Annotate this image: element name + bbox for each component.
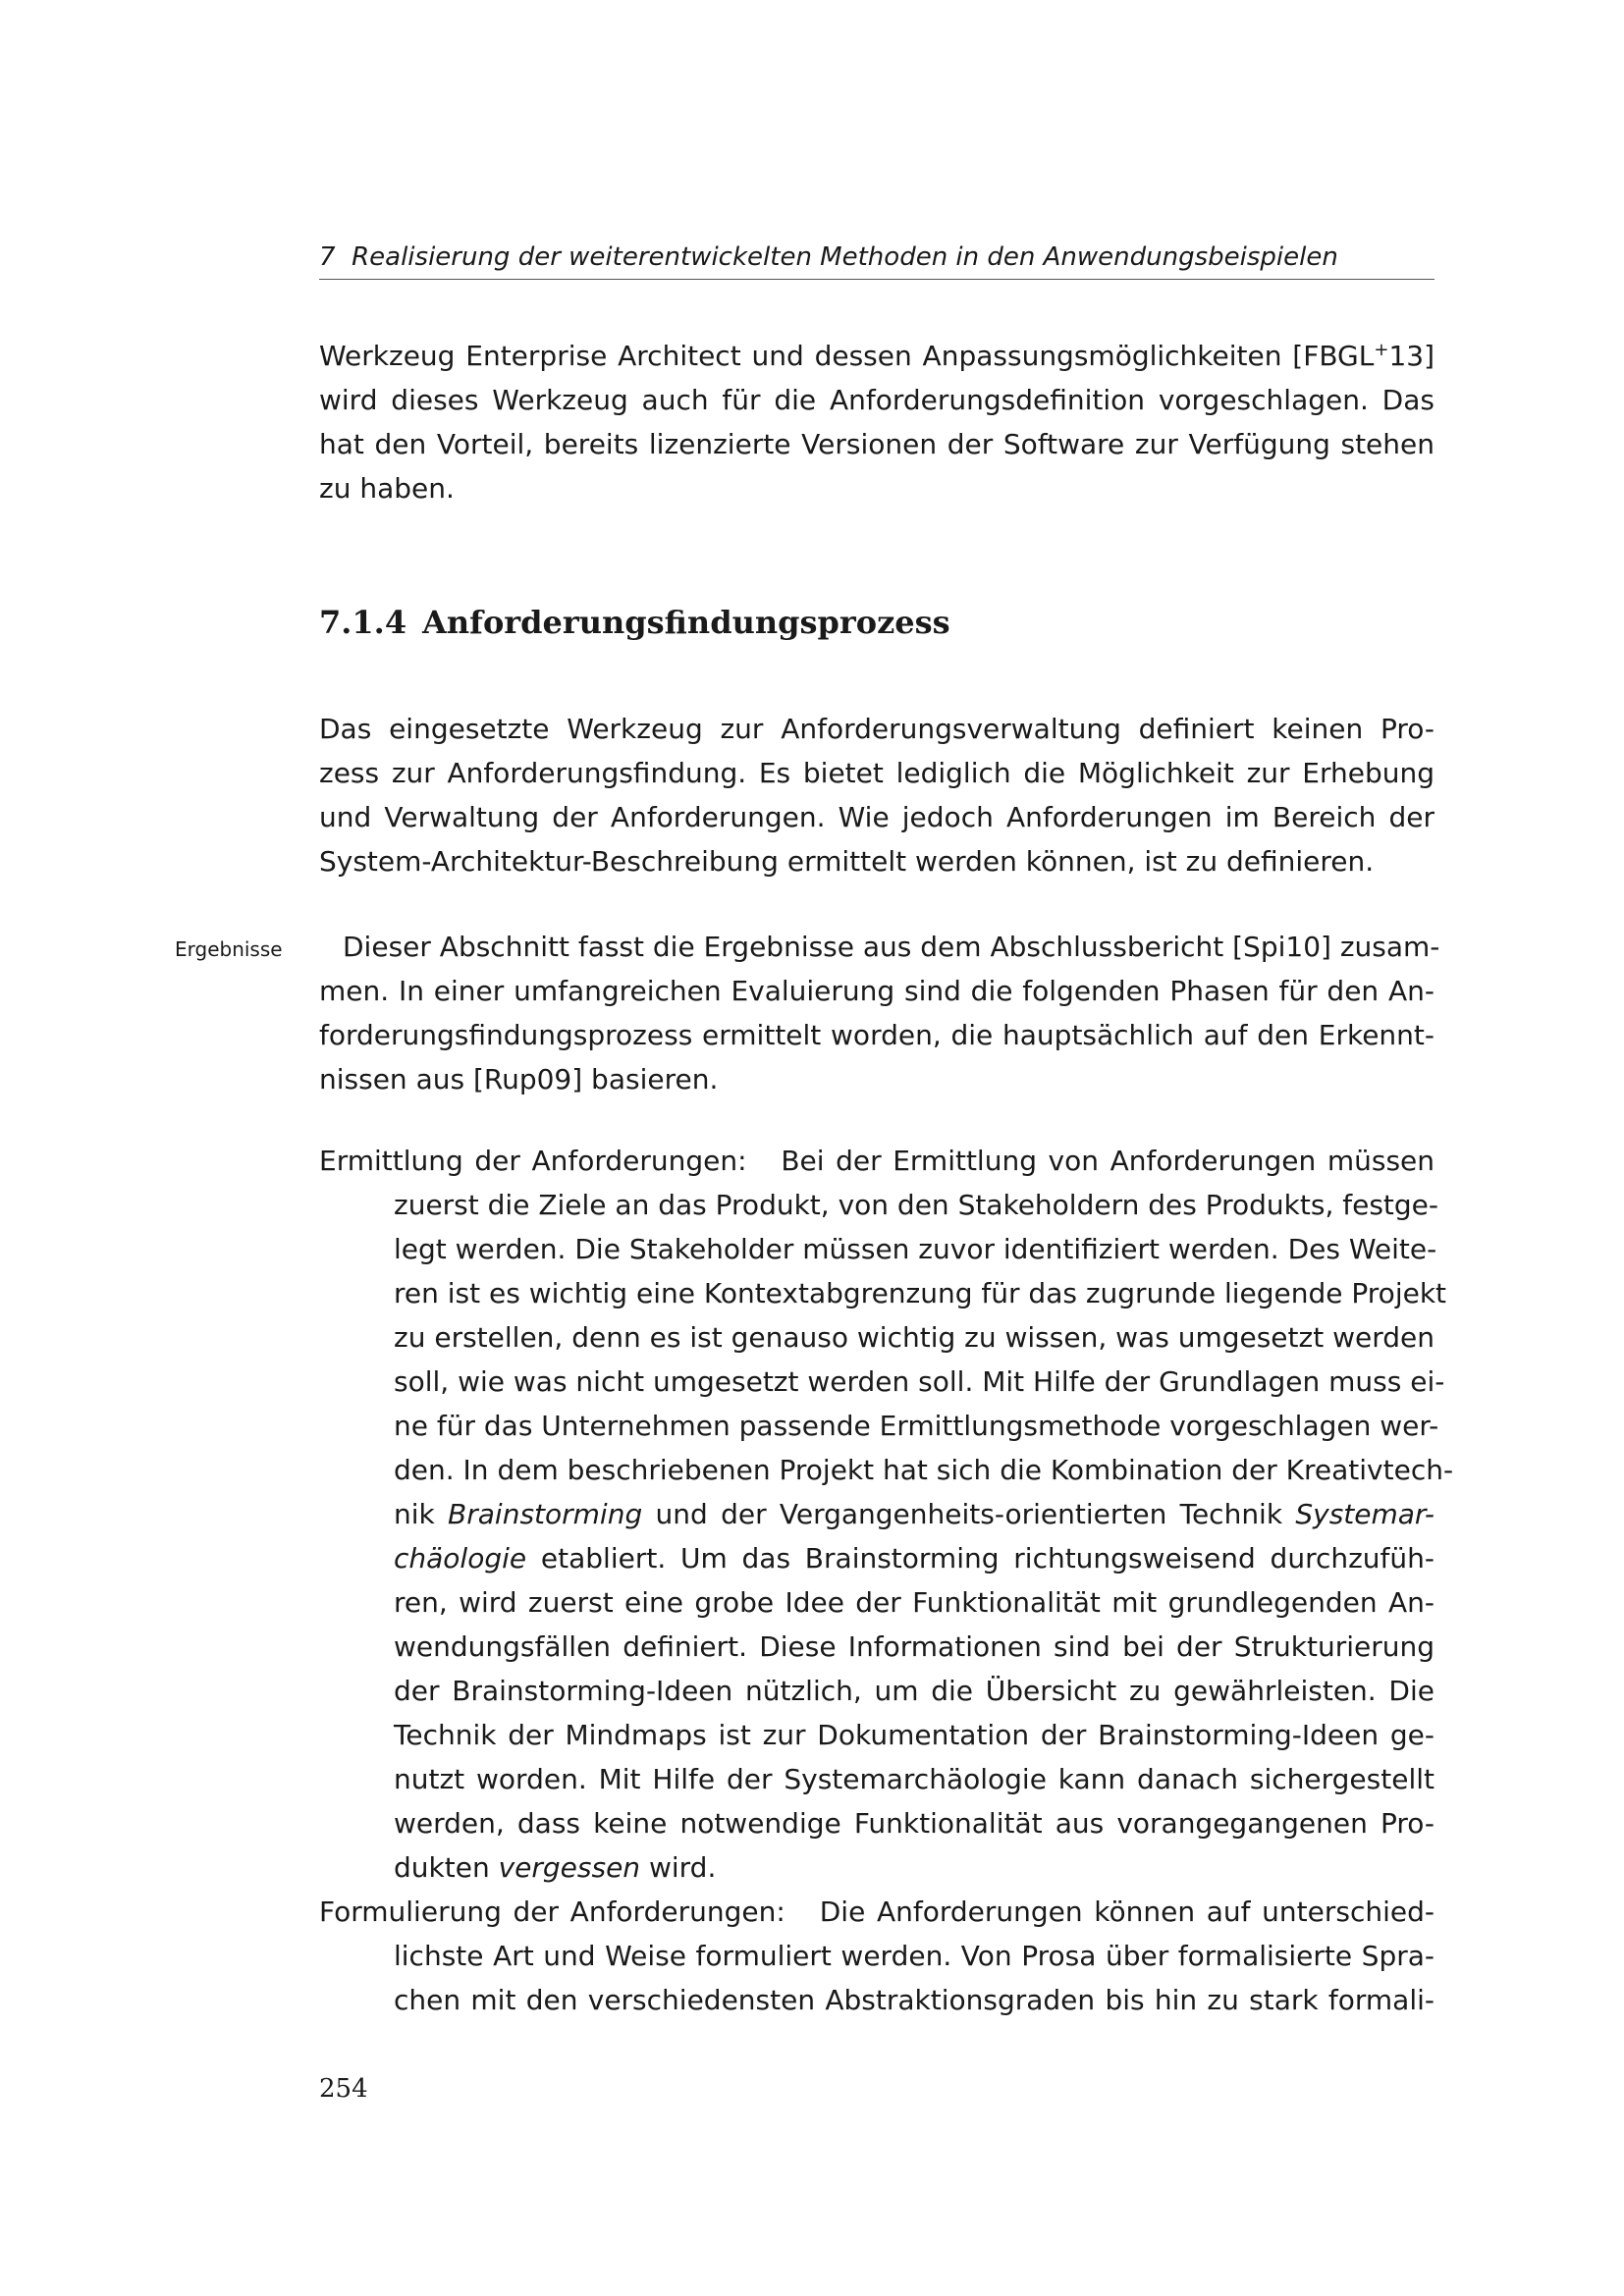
text-line: men. In einer umfangreichen Evaluierung sind die folgenden Phasen für den An- — [319, 975, 1435, 1007]
intro-paragraph — [319, 334, 1435, 510]
text-line: chen mit den verschiedensten Abstraktionsgraden bis hin zu stark formali- — [394, 1984, 1435, 2016]
paragraph — [319, 707, 1435, 883]
text-line: Werkzeug Enterprise Architect und dessen Anpassungsmöglichkeiten [FBGL+13] — [319, 340, 1435, 372]
text-line: ren, wird zuerst eine grobe Idee der Funktionalität mit grundlegenden An- — [394, 1586, 1435, 1619]
item-term: Formulierung der Anforderungen: — [319, 1896, 785, 1928]
item-term: Ermittlung der Anforderungen: — [319, 1145, 747, 1177]
text-line: dukten vergessen wird. — [394, 1851, 717, 1884]
text-line: lichste Art und Weise formuliert werden. Von Prosa über formalisierte Spra- — [394, 1940, 1435, 1972]
text-line: chäologie etabliert. Um das Brainstorming richtungsweisend durchzufüh- — [394, 1542, 1435, 1575]
text-line: nutzt worden. Mit Hilfe der Systemarchäologie kann danach sichergestellt — [394, 1763, 1435, 1795]
section-number: 7.1.4 — [319, 604, 407, 641]
description-list — [319, 1139, 1454, 2022]
list-item — [319, 1890, 1435, 2022]
text-line: werden, dass keine notwendige Funktionalität aus vorangegangenen Pro- — [394, 1807, 1435, 1840]
text-line: wendungsfällen definiert. Diese Informationen sind bei der Strukturierung — [394, 1630, 1435, 1663]
text-line: legt werden. Die Stakeholder müssen zuvor identifiziert werden. Des Weite- — [394, 1233, 1437, 1265]
page-number: 254 — [319, 2074, 368, 2104]
text-line: zu erstellen, denn es ist genauso wichtig zu wissen, was umgesetzt werden — [394, 1321, 1435, 1354]
text-line: System-Architektur-Beschreibung ermittelt werden können, ist zu definieren. — [319, 845, 1375, 878]
text-line: Technik der Mindmaps ist zur Dokumentation der Brainstorming-Ideen ge- — [394, 1719, 1435, 1751]
text-line: forderungsfindungsprozess ermittelt worden, die hauptsächlich auf den Erkennt- — [319, 1019, 1435, 1051]
text-line: hat den Vorteil, bereits lizenzierte Versionen der Software zur Verfügung stehen — [319, 428, 1435, 460]
emphasis: chäologie — [394, 1542, 527, 1575]
margin-note: Ergebnisse — [175, 937, 283, 961]
chapter-title: Realisierung der weiterentwickelten Methoden in den Anwendungsbeispielen — [352, 242, 1338, 272]
text-line: und Verwaltung der Anforderungen. Wie jedoch Anforderungen im Bereich der — [319, 801, 1435, 833]
text-line: wird dieses Werkzeug auch für die Anforderungsdefinition vorgeschlagen. Das — [319, 384, 1435, 416]
text-line: zess zur Anforderungsfindung. Es bietet lediglich die Möglichkeit zur Erhebung — [319, 757, 1435, 789]
chapter-number: 7 — [319, 242, 336, 272]
emphasis: vergessen — [498, 1851, 641, 1884]
text-line: nissen aus [Rup09] basieren. — [319, 1063, 719, 1095]
paragraph — [319, 925, 1440, 1101]
text-line: ren ist es wichtig eine Kontextabgrenzung für das zugrunde liegende Projekt — [394, 1277, 1447, 1309]
section-title: Anforderungsfindungsprozess — [422, 604, 950, 641]
list-item — [319, 1139, 1454, 1890]
emphasis: Systemar- — [1295, 1498, 1435, 1530]
text-line: der Brainstorming-Ideen nützlich, um die Übersicht zu gewährleisten. Die — [394, 1675, 1435, 1707]
section-heading — [319, 601, 950, 644]
running-header — [319, 240, 1435, 275]
emphasis: Brainstorming — [448, 1498, 643, 1530]
text-line: Dieser Abschnitt fasst die Ergebnisse aus dem Abschlussbericht [Spi10] zusam- — [343, 931, 1440, 963]
text-line: soll, wie was nicht umgesetzt werden soll. Mit Hilfe der Grundlagen muss ei- — [394, 1365, 1445, 1398]
text-line: den. In dem beschriebenen Projekt hat sich die Kombination der Kreativtech- — [394, 1454, 1454, 1486]
text-line: ne für das Unternehmen passende Ermittlungsmethode vorgeschlagen wer- — [394, 1410, 1439, 1442]
text-line: nik Brainstorming und der Vergangenheits-orientierten Technik Systemar- — [394, 1498, 1435, 1530]
header-rule — [319, 279, 1435, 280]
text-line: Ermittlung der Anforderungen: Bei der Ermittlung von Anforderungen müssen — [319, 1145, 1435, 1177]
text-line: zu haben. — [319, 472, 455, 505]
text-line: Formulierung der Anforderungen: Die Anforderungen können auf unterschied- — [319, 1896, 1435, 1928]
text-line: zuerst die Ziele an das Produkt, von den Stakeholdern des Produkts, festge- — [394, 1189, 1439, 1221]
text-line: Das eingesetzte Werkzeug zur Anforderungsverwaltung definiert keinen Pro- — [319, 713, 1435, 745]
